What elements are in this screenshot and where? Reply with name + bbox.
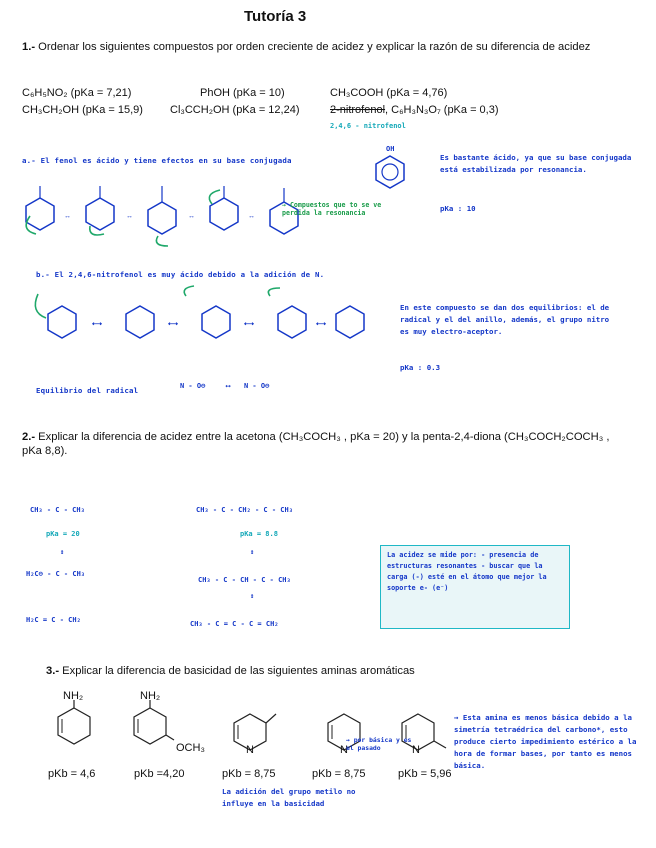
amine-4-n: N: [340, 744, 348, 756]
hw-answer-a: a.- El fenol es ácido y tiene efectos en su base conjugada: [22, 156, 292, 165]
compound-2: PhOH (pKa = 10): [200, 87, 285, 99]
amine-3-n: N: [246, 744, 254, 756]
question-1-text: Ordenar los siguientes compuestos por orden creciente de acidez y explicar la razón de su diferencia de acidez: [38, 41, 591, 53]
compound-6-rest: , C₆H₃N₃O₇ (pKa = 0,3): [385, 104, 499, 116]
question-2: [22, 430, 622, 458]
phenol-ring-drawing: [370, 152, 410, 192]
compound-4: CH₃CH₂OH (pKa = 15,9): [22, 104, 143, 116]
hw-acetone-pka: pKa = 20: [46, 530, 80, 538]
hw-note-box: [380, 545, 570, 629]
hw-arrow-2: ↕: [250, 548, 255, 556]
compound-6: [330, 104, 499, 116]
hw-oh-label: OH: [386, 145, 395, 153]
question-3: [46, 664, 415, 678]
hw-box-text: La acidez se mide por: - presencia de estructuras resonantes - buscar que la carga (-) esté en el átomo que mejor la soporte e- (e⁻): [387, 551, 547, 592]
compound-1: C₆H₅NO₂ (pKa = 7,21): [22, 87, 132, 99]
amines-drawing: [40, 690, 460, 770]
svg-text:↔: ↔: [248, 213, 255, 220]
compound-3: CH₃COOH (pKa = 4,76): [330, 87, 448, 99]
struck-compound: 2-nitrofenol: [330, 104, 386, 116]
compound-5: Cl₃CCH₂OH (pKa = 12,24): [170, 104, 300, 116]
question-3-text: Explicar la diferencia de basicidad de las siguientes aminas aromáticas: [62, 665, 415, 677]
hw-nitro-arrow: ⟷: [226, 382, 231, 390]
hw-note-a: Es bastante ácido, ya que su base conjugada está estabilizada por resonancia.: [440, 153, 632, 174]
amine-5-n: N: [412, 744, 420, 756]
hw-answer-b: b.- El 2,4,6-nitrofenol es muy ácido debido a la adición de N.: [36, 270, 325, 279]
hw-pka-a: pKa : 10: [440, 204, 476, 213]
hw-pka-b: pKa : 0.3: [400, 363, 441, 372]
hw-acetone-enolate-1: H₂C⊖ - C - CH₃: [26, 570, 86, 578]
phenoxide-resonance-drawing: [16, 180, 316, 250]
hw-steric-note: → Esta amina es menos básica debido a la simetría tetraédrica del carbono*, esto produce cierto impedimiento estérico a la hora de formar bases, por tanto es menos básica.: [454, 713, 637, 770]
hw-equilibrium-label: Equilibrio del radical: [36, 386, 139, 395]
hw-arrow-3: ↕: [250, 592, 255, 600]
svg-text:↔: ↔: [64, 213, 71, 220]
question-3-number: 3.-: [46, 665, 60, 677]
svg-text:↔: ↔: [126, 213, 133, 220]
hw-pentanedione: CH₃ - C - CH₂ - C - CH₃: [196, 506, 293, 514]
amine-5-pkb: pKb = 5,96: [398, 768, 452, 780]
hw-basic-note: → por básica y es el pasado: [346, 736, 412, 752]
svg-text:⟷: ⟷: [244, 321, 255, 328]
amine-3-pkb: pKb = 8,75: [222, 768, 276, 780]
question-1-number: 1.-: [22, 41, 36, 53]
question-2-number: 2.-: [22, 431, 36, 443]
svg-text:⟷: ⟷: [168, 321, 179, 328]
amine-1-pkb: pKb = 4,6: [48, 768, 96, 780]
hw-correction: 2,4,6 - nitrofenol: [330, 122, 406, 130]
hw-note-b: En este compuesto se dan dos equilibrios: el de radical y el del anillo, además, el grupo nitro es muy electro-aceptor.: [400, 303, 610, 336]
hw-pentanedione-pka: pKa = 8.8: [240, 530, 278, 538]
svg-text:⟷: ⟷: [316, 321, 327, 328]
hw-methyl-note: La adición del grupo metilo no influye en la basicidad: [222, 787, 356, 808]
amine-2-nh2: NH₂: [140, 690, 161, 702]
hw-green-note: → Compuestos que to se ve perdida la resonancia: [282, 201, 382, 217]
hw-pentanedione-enolate-1: CH₃ - C - CH - C - CH₃: [198, 576, 291, 584]
amine-2-och3: OCH₃: [176, 742, 205, 754]
question-1: [22, 40, 612, 54]
amine-2-pkb: pKb =4,20: [134, 768, 185, 780]
page-title: Tutoría 3: [244, 8, 307, 25]
hw-acetone: CH₃ - C - CH₃: [30, 506, 85, 514]
svg-text:↔: ↔: [188, 213, 195, 220]
svg-text:⟷: ⟷: [92, 321, 103, 328]
hw-pentanedione-enolate-2: CH₃ - C = C - C = CH₂: [190, 620, 279, 628]
hw-acetone-enolate-2: H₂C = C - CH₂: [26, 616, 81, 624]
hw-nitro-2: N - O⊖: [244, 382, 270, 390]
amine-4-pkb: pKb = 8,75: [312, 768, 366, 780]
hw-arrow-1: ↕: [60, 548, 65, 556]
question-2-text: Explicar la diferencia de acidez entre la acetona (CH₃COCH₃ , pKa = 20) y la penta-2,4-diona (CH₃COCH₂COCH₃ , pKa 8,8).: [22, 431, 610, 457]
hw-nitro-1: N - O⊖: [180, 382, 206, 390]
nitrophenoxide-resonance-drawing: [18, 284, 378, 364]
amine-1-nh2: NH₂: [63, 690, 84, 702]
